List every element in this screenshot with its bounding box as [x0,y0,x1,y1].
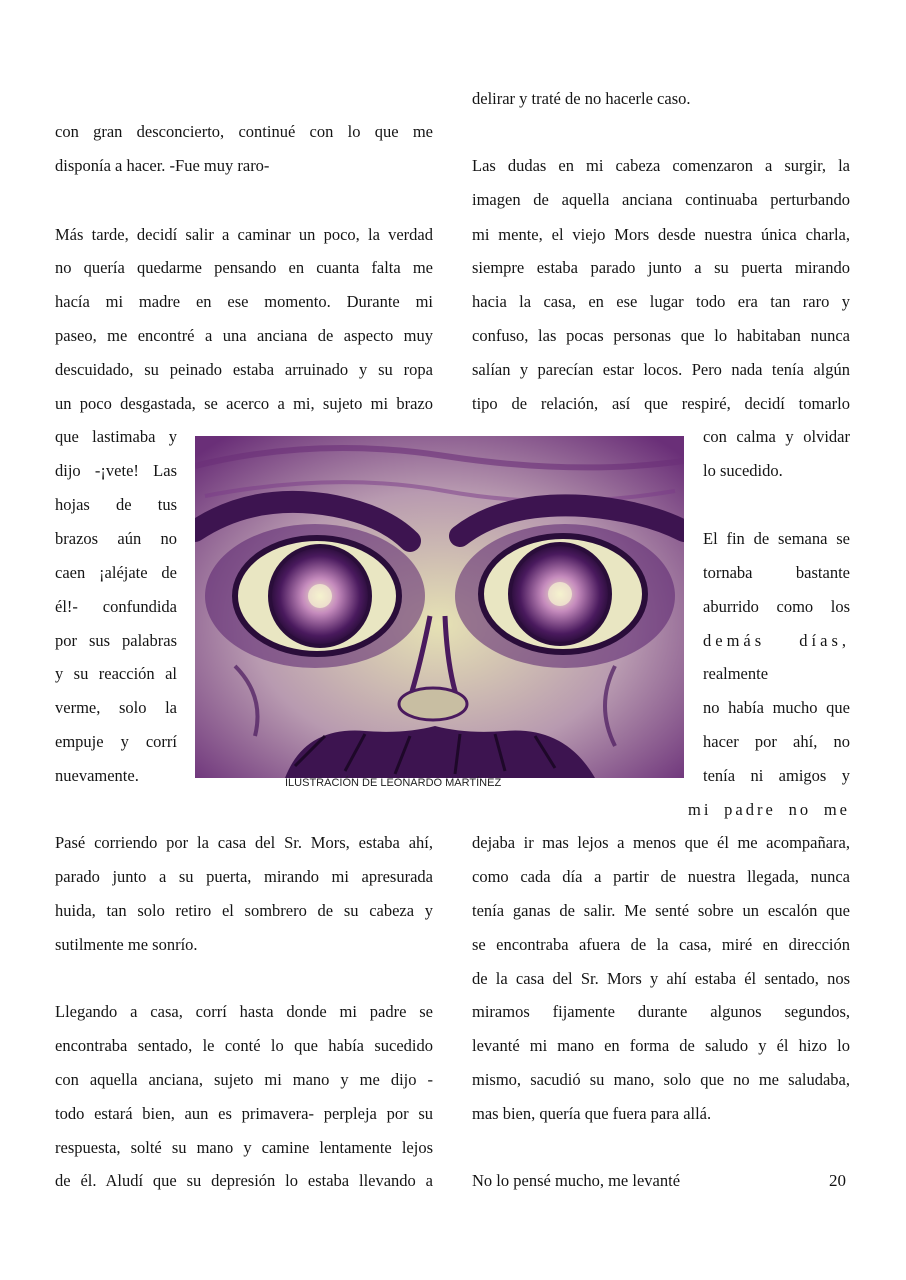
text-line: de la casa del Sr. Mors y ahí estaba él sentado, nos [472,969,850,988]
text-line: no quería quedarme pensando en cuanta falta me [55,258,433,277]
text-line: aburrido como los [703,597,850,616]
text-line: mi mente, el viejo Mors desde nuestra única charla, [472,225,850,244]
text-line: Llegando a casa, corrí hasta donde mi padre se [55,1002,433,1021]
text-line: confuso, las pocas personas que lo habitaban nunca [472,326,850,345]
text-line: caen ¡aléjate de [55,563,177,582]
text-line: salían y parecían estar locos. Pero nada tenía algún [472,360,850,379]
text-line: El fin de semana se [703,529,850,548]
text-line: brazos aún no [55,529,177,548]
text-line: Las dudas en mi cabeza comenzaron a surgir, la [472,156,850,175]
text-line: por sus palabras [55,631,177,650]
text-line: verme, solo la [55,698,177,717]
text-line: dijo -¡vete! Las [55,461,177,480]
text-line: como cada día a partir de nuestra llegada, nunca [472,867,850,886]
text-line: tenía ganas de salir. Me senté sobre un escalón que [472,901,850,920]
text-line: empuje y corrí [55,732,177,751]
text-line: lo sucedido. [703,461,783,480]
text-line: descuidado, su peinado estaba arruinado y su ropa [55,360,433,379]
text-line: él!- confundida [55,597,177,616]
text-line: con calma y olvidar [703,427,850,446]
text-line: mi padre no me [688,800,850,819]
text-line: nuevamente. [55,766,139,785]
text-line: No lo pensé mucho, me levanté [472,1171,681,1190]
text-line: hacía mi madre en ese momento. Durante mi [55,292,433,311]
text-line: respuesta, solté su mano y camine lentamente lejos [55,1138,433,1157]
text-line: Pasé corriendo por la casa del Sr. Mors, estaba ahí, [55,833,433,852]
text-line: delirar y traté de no hacerle caso. [472,89,691,108]
text-line: demás días, [703,631,850,650]
text-line: realmente [703,664,769,683]
text-line: todo estará bien, aun es primavera- perpleja por su [55,1104,433,1123]
text-line: que lastimaba y [55,427,177,446]
text-line: un poco desgastada, se acerco a mi, sujeto mi brazo [55,394,433,413]
text-line: se encontraba afuera de la casa, miré en dirección [472,935,850,954]
text-line: tipo de relación, así que respiré, decidí tomarlo [472,394,850,413]
text-line: encontraba sentado, le conté lo que había sucedido [55,1036,433,1055]
text-line: con gran desconcierto, continué con lo que me [55,122,433,141]
text-line: imagen de aquella anciana continuaba perturbando [472,190,850,209]
text-line: miramos fijamente durante algunos segundos, [472,1002,850,1021]
text-line: paseo, me encontré a una anciana de aspecto muy [55,326,433,345]
illustration-caption: ILUSTRACIÓN DE LEONARDO MARTÍNEZ [285,777,502,789]
text-line: siempre estaba parado junto a su puerta mirando [472,258,850,277]
text-line: sutilmente me sonrío. [55,935,198,954]
text-line: tenía ni amigos y [703,766,850,785]
text-line: Más tarde, decidí salir a caminar un poco, la verdad [55,225,433,244]
text-line: no había mucho que [703,698,850,717]
text-line: mas bien, quería que fuera para allá. [472,1104,712,1123]
text-line: tornaba bastante [703,563,850,582]
text-line: mismo, sacudió su mano, solo que no me saludaba, [472,1070,850,1089]
text-line: de él. Aludí que su depresión lo estaba llevando a [55,1171,433,1190]
text-line: hojas de tus [55,495,177,514]
text-line: huida, tan solo retiro el sombrero de su cabeza y [55,901,433,920]
text-line: levanté mi mano en forma de saludo y él hizo lo [472,1036,850,1055]
portrait-illustration [195,436,684,778]
text-line: con aquella anciana, sujeto mi mano y me dijo - [55,1070,433,1089]
text-line: disponía a hacer. -Fue muy raro- [55,156,270,175]
text-line: hacia la casa, en ese lugar todo era tan raro y [472,292,850,311]
text-line: dejaba ir mas lejos a menos que él me acompañara, [472,833,850,852]
text-line: y su reacción al [55,664,177,683]
text-line: hacer por ahí, no [703,732,850,751]
text-line: parado junto a su puerta, mirando mi apresurada [55,867,433,886]
page-number: 20 [829,1171,846,1190]
